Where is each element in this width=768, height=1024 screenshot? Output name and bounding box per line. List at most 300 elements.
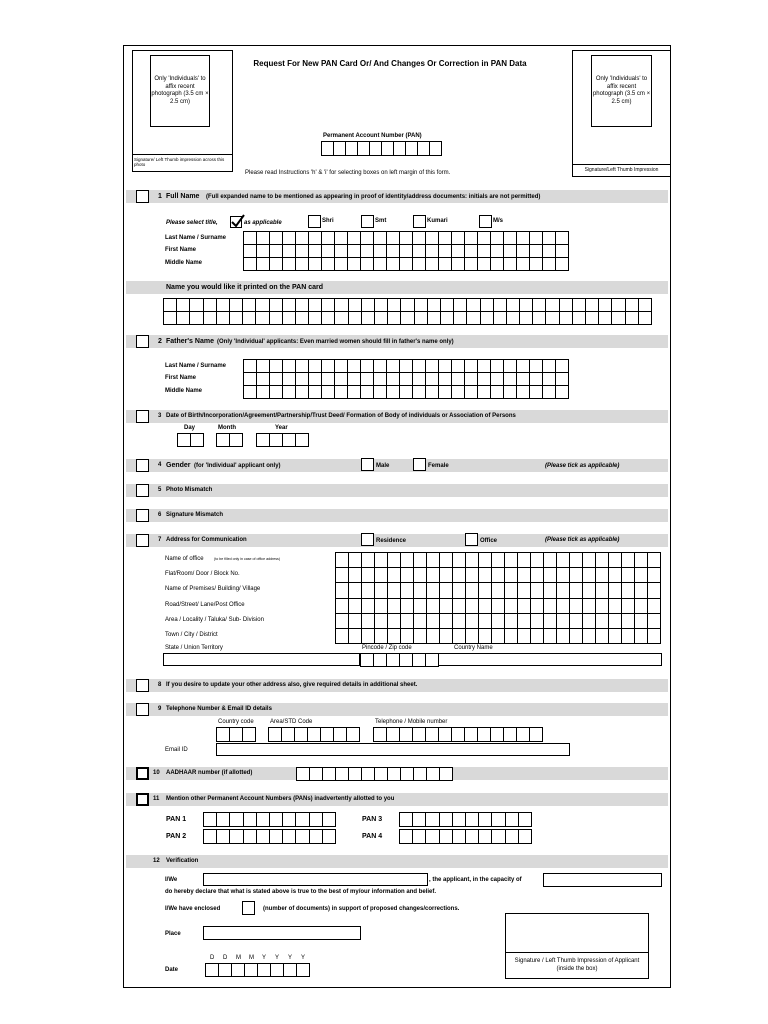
- char-box[interactable]: [543, 598, 557, 614]
- char-box[interactable]: [295, 385, 309, 399]
- char-box[interactable]: [412, 727, 426, 742]
- char-box[interactable]: [335, 582, 349, 598]
- char-box[interactable]: [189, 311, 203, 325]
- char-box[interactable]: [490, 244, 504, 258]
- char-box[interactable]: [611, 298, 625, 312]
- char-box[interactable]: [543, 567, 557, 583]
- char-box[interactable]: [621, 598, 635, 614]
- char-box[interactable]: [440, 311, 454, 325]
- char-box[interactable]: [634, 582, 648, 598]
- char-box[interactable]: [335, 567, 349, 583]
- char-box[interactable]: [308, 298, 322, 312]
- char-box[interactable]: [414, 298, 428, 312]
- char-box[interactable]: [321, 385, 335, 399]
- address-grid[interactable]: [335, 552, 660, 643]
- char-box[interactable]: [506, 298, 520, 312]
- char-box[interactable]: [229, 311, 243, 325]
- char-box[interactable]: [608, 613, 622, 629]
- gender-checkbox-male[interactable]: [361, 458, 374, 471]
- section-9-select-box[interactable]: [136, 703, 149, 716]
- char-box[interactable]: [163, 298, 177, 312]
- char-box[interactable]: [269, 298, 283, 312]
- char-box[interactable]: [491, 567, 505, 583]
- char-box[interactable]: [608, 582, 622, 598]
- char-box[interactable]: [269, 829, 283, 844]
- char-box[interactable]: [374, 613, 388, 629]
- char-box[interactable]: [545, 311, 559, 325]
- char-box[interactable]: [532, 298, 546, 312]
- char-box[interactable]: [555, 385, 569, 399]
- char-box[interactable]: [452, 582, 466, 598]
- char-box[interactable]: [466, 298, 480, 312]
- char-box[interactable]: [386, 257, 400, 271]
- char-box[interactable]: [465, 552, 479, 568]
- char-box[interactable]: [321, 372, 335, 386]
- char-box[interactable]: [255, 298, 269, 312]
- char-box[interactable]: [399, 372, 413, 386]
- char-box[interactable]: [582, 567, 596, 583]
- pincode-grid[interactable]: [360, 653, 438, 666]
- char-box[interactable]: [216, 829, 230, 844]
- country-input[interactable]: [438, 653, 662, 666]
- char-box[interactable]: [516, 244, 530, 258]
- char-box[interactable]: [608, 552, 622, 568]
- char-box[interactable]: [400, 567, 414, 583]
- char-box[interactable]: [176, 298, 190, 312]
- char-box[interactable]: [425, 829, 439, 844]
- char-box[interactable]: [556, 582, 570, 598]
- char-box[interactable]: [439, 628, 453, 644]
- char-box[interactable]: [451, 231, 465, 245]
- char-box[interactable]: [530, 628, 544, 644]
- char-box[interactable]: [529, 372, 543, 386]
- char-box[interactable]: [269, 359, 283, 373]
- char-box[interactable]: [282, 231, 296, 245]
- char-box[interactable]: [308, 231, 322, 245]
- char-box[interactable]: [491, 829, 505, 844]
- char-box[interactable]: [491, 552, 505, 568]
- char-box[interactable]: [387, 311, 401, 325]
- char-box[interactable]: [348, 552, 362, 568]
- char-box[interactable]: [529, 359, 543, 373]
- char-box[interactable]: [229, 812, 243, 827]
- char-box[interactable]: [321, 298, 335, 312]
- char-box[interactable]: [163, 311, 177, 325]
- char-box[interactable]: [360, 257, 374, 271]
- char-box[interactable]: [464, 231, 478, 245]
- char-box[interactable]: [439, 812, 453, 827]
- char-box[interactable]: [400, 582, 414, 598]
- char-box[interactable]: [556, 598, 570, 614]
- char-box[interactable]: [412, 231, 426, 245]
- char-box[interactable]: [321, 244, 335, 258]
- char-box[interactable]: [582, 582, 596, 598]
- char-box[interactable]: [243, 829, 257, 844]
- char-box[interactable]: [412, 372, 426, 386]
- char-box[interactable]: [334, 231, 348, 245]
- char-box[interactable]: [529, 244, 543, 258]
- char-box[interactable]: [451, 727, 465, 742]
- char-box[interactable]: [229, 829, 243, 844]
- char-box[interactable]: [270, 963, 284, 977]
- char-box[interactable]: [256, 359, 270, 373]
- char-box[interactable]: [556, 567, 570, 583]
- char-box[interactable]: [295, 231, 309, 245]
- char-box[interactable]: [517, 598, 531, 614]
- char-box[interactable]: [347, 385, 361, 399]
- char-box[interactable]: [427, 311, 441, 325]
- char-box[interactable]: [465, 567, 479, 583]
- char-box[interactable]: [361, 567, 375, 583]
- char-box[interactable]: [361, 582, 375, 598]
- char-box[interactable]: [517, 628, 531, 644]
- char-box[interactable]: [190, 433, 204, 447]
- char-box[interactable]: [559, 298, 573, 312]
- char-box[interactable]: [243, 385, 257, 399]
- char-box[interactable]: [504, 582, 518, 598]
- char-box[interactable]: [621, 582, 635, 598]
- char-box[interactable]: [505, 829, 519, 844]
- char-box[interactable]: [438, 231, 452, 245]
- char-box[interactable]: [429, 141, 442, 156]
- char-box[interactable]: [242, 727, 256, 742]
- char-box[interactable]: [295, 298, 309, 312]
- section-1-select-box[interactable]: [136, 190, 149, 203]
- char-box[interactable]: [503, 372, 517, 386]
- dob-month-grid[interactable]: [216, 433, 242, 446]
- char-box[interactable]: [307, 727, 321, 742]
- char-box[interactable]: [503, 385, 517, 399]
- char-box[interactable]: [425, 244, 439, 258]
- char-box[interactable]: [360, 359, 374, 373]
- title-checkbox-shri[interactable]: [308, 215, 321, 228]
- char-box[interactable]: [490, 359, 504, 373]
- pan4-grid[interactable]: [399, 829, 531, 843]
- char-box[interactable]: [374, 767, 388, 781]
- char-box[interactable]: [412, 829, 426, 844]
- char-box[interactable]: [543, 628, 557, 644]
- char-box[interactable]: [465, 582, 479, 598]
- char-box[interactable]: [505, 812, 519, 827]
- char-box[interactable]: [595, 582, 609, 598]
- char-box[interactable]: [321, 359, 335, 373]
- char-box[interactable]: [451, 372, 465, 386]
- char-box[interactable]: [269, 372, 283, 386]
- char-box[interactable]: [555, 359, 569, 373]
- char-box[interactable]: [335, 628, 349, 644]
- char-box[interactable]: [490, 257, 504, 271]
- char-box[interactable]: [477, 372, 491, 386]
- char-box[interactable]: [585, 311, 599, 325]
- char-box[interactable]: [282, 244, 296, 258]
- char-box[interactable]: [529, 257, 543, 271]
- char-box[interactable]: [569, 552, 583, 568]
- char-box[interactable]: [647, 567, 661, 583]
- char-box[interactable]: [282, 311, 296, 325]
- char-box[interactable]: [203, 298, 217, 312]
- documents-count-input[interactable]: [242, 901, 255, 915]
- char-box[interactable]: [348, 613, 362, 629]
- char-box[interactable]: [334, 298, 348, 312]
- char-box[interactable]: [426, 767, 440, 781]
- char-box[interactable]: [425, 359, 439, 373]
- char-box[interactable]: [386, 385, 400, 399]
- char-box[interactable]: [556, 552, 570, 568]
- char-box[interactable]: [503, 727, 517, 742]
- char-box[interactable]: [243, 257, 257, 271]
- char-box[interactable]: [425, 812, 439, 827]
- char-box[interactable]: [374, 311, 388, 325]
- char-box[interactable]: [373, 653, 387, 667]
- char-box[interactable]: [374, 628, 388, 644]
- char-box[interactable]: [425, 372, 439, 386]
- char-box[interactable]: [216, 812, 230, 827]
- char-box[interactable]: [282, 372, 296, 386]
- char-box[interactable]: [543, 613, 557, 629]
- char-box[interactable]: [452, 829, 466, 844]
- char-box[interactable]: [360, 653, 374, 667]
- section-7-select-box[interactable]: [136, 534, 149, 547]
- char-box[interactable]: [360, 385, 374, 399]
- char-box[interactable]: [347, 231, 361, 245]
- char-box[interactable]: [400, 598, 414, 614]
- char-box[interactable]: [555, 244, 569, 258]
- char-box[interactable]: [625, 311, 639, 325]
- char-box[interactable]: [281, 727, 295, 742]
- char-box[interactable]: [542, 244, 556, 258]
- char-box[interactable]: [426, 582, 440, 598]
- char-box[interactable]: [335, 552, 349, 568]
- char-box[interactable]: [295, 372, 309, 386]
- char-box[interactable]: [439, 598, 453, 614]
- char-box[interactable]: [348, 311, 362, 325]
- char-box[interactable]: [335, 613, 349, 629]
- char-box[interactable]: [387, 598, 401, 614]
- char-box[interactable]: [360, 244, 374, 258]
- char-box[interactable]: [399, 653, 413, 667]
- char-box[interactable]: [477, 244, 491, 258]
- char-box[interactable]: [477, 257, 491, 271]
- char-box[interactable]: [517, 613, 531, 629]
- char-box[interactable]: [585, 298, 599, 312]
- char-box[interactable]: [308, 244, 322, 258]
- char-box[interactable]: [386, 727, 400, 742]
- char-box[interactable]: [177, 433, 191, 447]
- char-box[interactable]: [321, 257, 335, 271]
- char-box[interactable]: [598, 298, 612, 312]
- char-box[interactable]: [516, 231, 530, 245]
- char-box[interactable]: [490, 372, 504, 386]
- applicant-name-input[interactable]: [203, 873, 428, 886]
- char-box[interactable]: [464, 359, 478, 373]
- print-name-grid[interactable]: [163, 298, 651, 324]
- char-box[interactable]: [361, 298, 375, 312]
- char-box[interactable]: [361, 552, 375, 568]
- char-box[interactable]: [611, 311, 625, 325]
- char-box[interactable]: [621, 628, 635, 644]
- title-checkbox-as-applicable[interactable]: [230, 216, 242, 228]
- char-box[interactable]: [386, 231, 400, 245]
- gender-checkbox-female[interactable]: [413, 458, 426, 471]
- char-box[interactable]: [387, 552, 401, 568]
- char-box[interactable]: [439, 552, 453, 568]
- char-box[interactable]: [490, 231, 504, 245]
- char-box[interactable]: [413, 628, 427, 644]
- address-checkbox-office[interactable]: [465, 533, 478, 546]
- char-box[interactable]: [572, 298, 586, 312]
- char-box[interactable]: [543, 582, 557, 598]
- char-box[interactable]: [269, 231, 283, 245]
- char-box[interactable]: [373, 257, 387, 271]
- char-box[interactable]: [452, 552, 466, 568]
- state-input[interactable]: [163, 653, 360, 666]
- char-box[interactable]: [529, 231, 543, 245]
- char-box[interactable]: [218, 963, 232, 977]
- char-box[interactable]: [634, 552, 648, 568]
- char-box[interactable]: [216, 298, 230, 312]
- char-box[interactable]: [203, 829, 217, 844]
- char-box[interactable]: [504, 613, 518, 629]
- char-box[interactable]: [569, 582, 583, 598]
- char-box[interactable]: [542, 372, 556, 386]
- char-box[interactable]: [414, 311, 428, 325]
- std-code-grid[interactable]: [268, 727, 359, 741]
- char-box[interactable]: [387, 582, 401, 598]
- char-box[interactable]: [256, 385, 270, 399]
- char-box[interactable]: [282, 829, 296, 844]
- char-box[interactable]: [295, 829, 309, 844]
- char-box[interactable]: [361, 598, 375, 614]
- pan3-grid[interactable]: [399, 812, 531, 826]
- char-box[interactable]: [387, 767, 401, 781]
- char-box[interactable]: [582, 552, 596, 568]
- char-box[interactable]: [334, 372, 348, 386]
- char-box[interactable]: [453, 311, 467, 325]
- char-box[interactable]: [438, 372, 452, 386]
- char-box[interactable]: [308, 257, 322, 271]
- char-box[interactable]: [598, 311, 612, 325]
- char-box[interactable]: [269, 244, 283, 258]
- char-box[interactable]: [465, 829, 479, 844]
- char-box[interactable]: [529, 385, 543, 399]
- char-box[interactable]: [478, 812, 492, 827]
- char-box[interactable]: [322, 767, 336, 781]
- char-box[interactable]: [572, 311, 586, 325]
- char-box[interactable]: [477, 359, 491, 373]
- char-box[interactable]: [451, 359, 465, 373]
- char-box[interactable]: [493, 298, 507, 312]
- char-box[interactable]: [399, 727, 413, 742]
- char-box[interactable]: [257, 963, 271, 977]
- char-box[interactable]: [282, 433, 296, 447]
- section-8-select-box[interactable]: [136, 679, 149, 692]
- char-box[interactable]: [439, 567, 453, 583]
- char-box[interactable]: [243, 231, 257, 245]
- char-box[interactable]: [491, 613, 505, 629]
- char-box[interactable]: [516, 727, 530, 742]
- char-box[interactable]: [256, 812, 270, 827]
- char-box[interactable]: [439, 767, 453, 781]
- char-box[interactable]: [374, 598, 388, 614]
- char-box[interactable]: [347, 244, 361, 258]
- char-box[interactable]: [493, 311, 507, 325]
- title-checkbox-kumari[interactable]: [413, 215, 426, 228]
- char-box[interactable]: [556, 628, 570, 644]
- char-box[interactable]: [334, 359, 348, 373]
- char-box[interactable]: [530, 567, 544, 583]
- country-code-grid[interactable]: [216, 727, 255, 741]
- char-box[interactable]: [543, 552, 557, 568]
- char-box[interactable]: [530, 598, 544, 614]
- char-box[interactable]: [559, 311, 573, 325]
- char-box[interactable]: [360, 231, 374, 245]
- char-box[interactable]: [412, 257, 426, 271]
- char-box[interactable]: [465, 598, 479, 614]
- char-box[interactable]: [452, 598, 466, 614]
- char-box[interactable]: [517, 582, 531, 598]
- char-box[interactable]: [269, 385, 283, 399]
- char-box[interactable]: [490, 727, 504, 742]
- char-box[interactable]: [400, 311, 414, 325]
- char-box[interactable]: [243, 359, 257, 373]
- char-box[interactable]: [400, 628, 414, 644]
- char-box[interactable]: [545, 298, 559, 312]
- char-box[interactable]: [205, 963, 219, 977]
- char-box[interactable]: [647, 613, 661, 629]
- char-box[interactable]: [361, 613, 375, 629]
- char-box[interactable]: [425, 385, 439, 399]
- char-box[interactable]: [373, 385, 387, 399]
- char-box[interactable]: [321, 311, 335, 325]
- char-box[interactable]: [582, 628, 596, 644]
- char-box[interactable]: [480, 311, 494, 325]
- char-box[interactable]: [413, 552, 427, 568]
- char-box[interactable]: [608, 628, 622, 644]
- char-box[interactable]: [427, 298, 441, 312]
- char-box[interactable]: [282, 812, 296, 827]
- char-box[interactable]: [413, 598, 427, 614]
- char-box[interactable]: [387, 628, 401, 644]
- char-box[interactable]: [503, 257, 517, 271]
- char-box[interactable]: [569, 567, 583, 583]
- place-input[interactable]: [203, 926, 361, 940]
- char-box[interactable]: [426, 613, 440, 629]
- char-box[interactable]: [608, 567, 622, 583]
- char-box[interactable]: [296, 767, 310, 781]
- char-box[interactable]: [464, 372, 478, 386]
- char-box[interactable]: [334, 244, 348, 258]
- char-box[interactable]: [438, 385, 452, 399]
- char-box[interactable]: [464, 244, 478, 258]
- char-box[interactable]: [478, 567, 492, 583]
- char-box[interactable]: [373, 727, 387, 742]
- char-box[interactable]: [399, 812, 413, 827]
- char-box[interactable]: [361, 311, 375, 325]
- char-box[interactable]: [413, 767, 427, 781]
- char-box[interactable]: [595, 628, 609, 644]
- char-box[interactable]: [464, 727, 478, 742]
- char-box[interactable]: [269, 812, 283, 827]
- char-box[interactable]: [399, 385, 413, 399]
- char-box[interactable]: [348, 582, 362, 598]
- char-box[interactable]: [216, 727, 230, 742]
- title-checkbox-smt[interactable]: [361, 215, 374, 228]
- char-box[interactable]: [412, 812, 426, 827]
- char-box[interactable]: [426, 567, 440, 583]
- char-box[interactable]: [569, 613, 583, 629]
- char-box[interactable]: [399, 257, 413, 271]
- char-box[interactable]: [438, 359, 452, 373]
